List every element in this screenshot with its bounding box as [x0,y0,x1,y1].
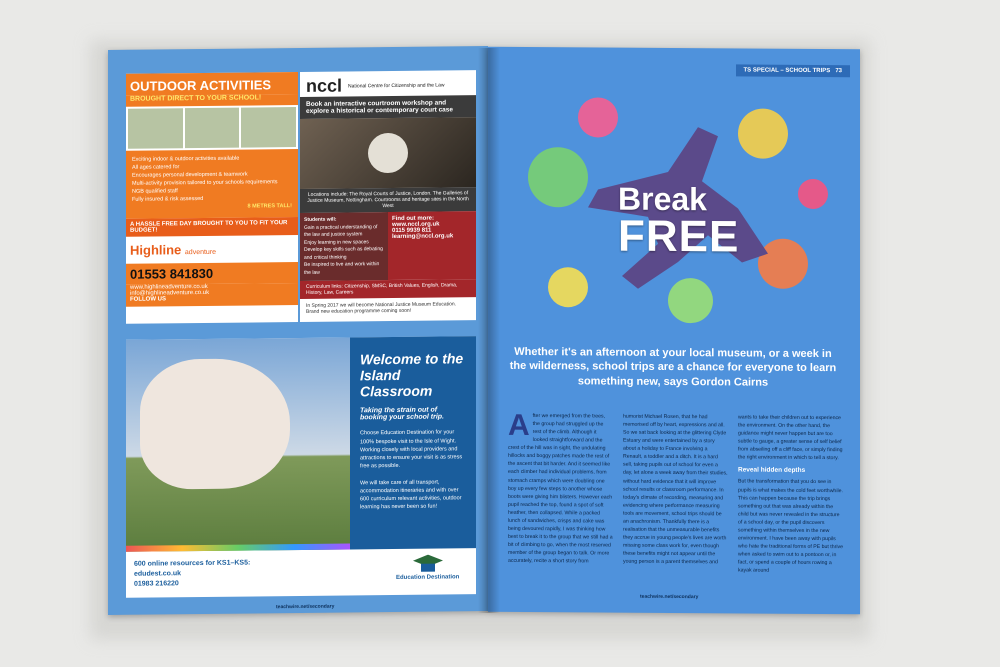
list-item: All ages catered for [132,164,180,172]
page-number: 73 [835,68,842,75]
paint-splat [738,108,788,158]
island-contact: 600 online resources for KS1–KS5: edudest.co.uk 01983 216220 [134,559,251,588]
article-column-3: wants to take their children out to experience the environment. On the other hand, the guidance might never happen but are too subtle to gauge, a greater sense of self belief from abseiling off a cliff face, or simply finding the right environment in which to tell a story. Reveal hidden depths But the transformation that you do see in pupils is what makes the cold feet worthwhile. This can happen because the trip brings something out that was already within the child but was never revealed in the structure of a school day, or the pupil discovers something within themselves in the new environment. I have been away with pupils who hate the traditional forms of PE but thrive when asked to swim out to a pontoon or, in fact, or spend a couple of hours rowing a kayak around [738,414,843,574]
drop-cap: A [508,408,530,442]
list-item: Exciting indoor & outdoor activities available [132,155,240,164]
list-item: Multi-activity provision tailored to your schools requirements [132,179,278,187]
list-item: Develop key skills such as debating and critical thinking [304,246,383,261]
island-map [140,358,290,490]
list-item: Enjoy learning in new spaces [304,238,369,246]
article-column-1: After we emerged from the trees, the group had struggled up the rest of the climb. Although it looked straightforward and the crest of the hill was in sight, the undulating hillocks and boggy patches made the rest of the ascent that bit harder. And it seemed like each climber had individual problems, from stomach cramps which were doubling one boy up every few steps to another whose boots were giving him blisters. However each pupil reached the top, found a spot of soft heather, then collapsed. While a packed lunch of sandwiches, crisps and cake was being devoured rapidly, I was thinking how best to break it to the group that we still had a bit of climbing to go, when the most reserved member of the group began to talk. Or more accurately, recite a short story from [508,408,613,565]
break-free-artwork [508,87,838,334]
ad-bullet-list [126,149,298,219]
nccl-spring-note: In Spring 2017 we will become National Justice Museum Education. Brand new education programme coming soon! [306,301,457,315]
list-item: Gain a practical understanding of the law and justice system [304,223,378,238]
article-subheading: Reveal hidden depths [738,466,806,475]
ad-photos [126,105,298,151]
graduation-cap-icon [413,554,443,572]
ad-subheading: BROUGHT DIRECT TO YOUR SCHOOL! [126,94,298,107]
courtroom-photo [300,117,476,189]
list-item: Fully insured & risk assessed [132,196,204,203]
ad-contact: www.highlineadventure.co.uk info@highlineadventure.co.uk FOLLOW US [126,283,298,307]
section-header: TS SPECIAL – SCHOOL TRIPS 73 [736,64,851,77]
paint-splat [548,267,588,307]
island-text-panel [350,336,476,549]
nccl-students: Students will: Gain a practical understanding of the law and justice system Enjoy learning in new spaces Develop key skills such as debating and critical thinking Be inspired to live and work within the law [300,212,388,281]
island-classroom-ad [126,336,476,598]
outdoor-activities-ad [126,72,298,324]
article-body [508,408,843,576]
nccl-ad [300,70,476,322]
magazine-spine [478,48,500,613]
education-destination-logo: Education Destination [396,554,459,581]
article-standfirst: Whether it's an afternoon at your local museum, or a week in the wilderness, school trips are a chance for everyone to learn something new, says Gordon Cairns [509,345,837,389]
nccl-curriculum: Curriculum links: Citizenship, SMSC, British Values, English, Drama, History, Law, Careers [300,279,476,299]
paint-splat [528,147,588,207]
nccl-headline: Book an interactive courtroom workshop and explore a historical or contemporary court case [300,95,476,119]
tower-label: 8 METRES TALL! [247,203,292,210]
paint-splat [578,97,618,137]
paint-splat [758,239,808,289]
article-column-2: humorist Michael Rosen, that he had memorised off by heart, expressions and all. So we sat back looking at the glittering Clyde Estuary and were entertained by a story about a holiday to France involving a Renault, a toddler and a ditch. It is a hard sell, taking pupils out of school for even a day, let alone a week away from their studies, without hard evidence that it will improve school results or classroom performance. In today's climate of recording, measuring and evidencing where performance measuring tools are movement, school trips should be an anachronism. Thankfully there is a realisation that the unmeasurable benefits they accrue in young people's lives are worth missing some class work for, even though these benefits might not appear until the young person is a parent themselves and [623,413,728,566]
island-body-2: We will take care of all transport, accommodation itineraries and with over 600 curriculum relevant activities, outdoor learning has never been so fun! [360,479,462,511]
right-page-footer: teachwire.net/secondary [640,593,699,601]
left-page [108,46,488,615]
left-page-footer: teachwire.net/secondary [276,603,335,611]
article-title: Break FREE [618,180,740,262]
list-item: NGB qualified staff [132,188,178,195]
ad-heading: OUTDOOR ACTIVITIES [126,72,298,96]
list-item: Encourages personal development & teamwork [132,171,248,179]
paint-splat [668,278,713,323]
ad-phone: 01553 841830 [126,262,298,285]
island-title: Welcome to the Island Classroom [360,350,464,400]
paint-splat [798,179,828,209]
list-item: Be inspired to live and work within the law [304,261,380,276]
ad-strip: A HASSLE FREE DAY BROUGHT TO YOU TO FIT YOUR BUDGET! [126,217,298,237]
island-body-1: Choose Education Destination for your 100% bespoke visit to the Isle of Wight. Working closely with local providers and attractions to ensure your visit is as stress free as possible. [360,429,463,470]
highline-logo: Highline adventure [130,242,217,258]
nccl-locations: Locations include: The Royal Courts of Justice, London. The Galleries of Justice Museum, Nottingham. Courtrooms and heritage sites in the North West [300,187,476,213]
nccl-logo: nccl National Centre for Citizenship and the Law [306,75,445,96]
isle-of-wight-photo [126,337,350,551]
island-subtitle: Taking the strain out of booking your school trip. [360,406,444,422]
right-page [488,47,860,615]
island-footer [126,548,476,598]
nccl-contact: Find out more: www.nccl.org.uk 0115 9939 811 learning@nccl.org.uk [388,211,476,280]
